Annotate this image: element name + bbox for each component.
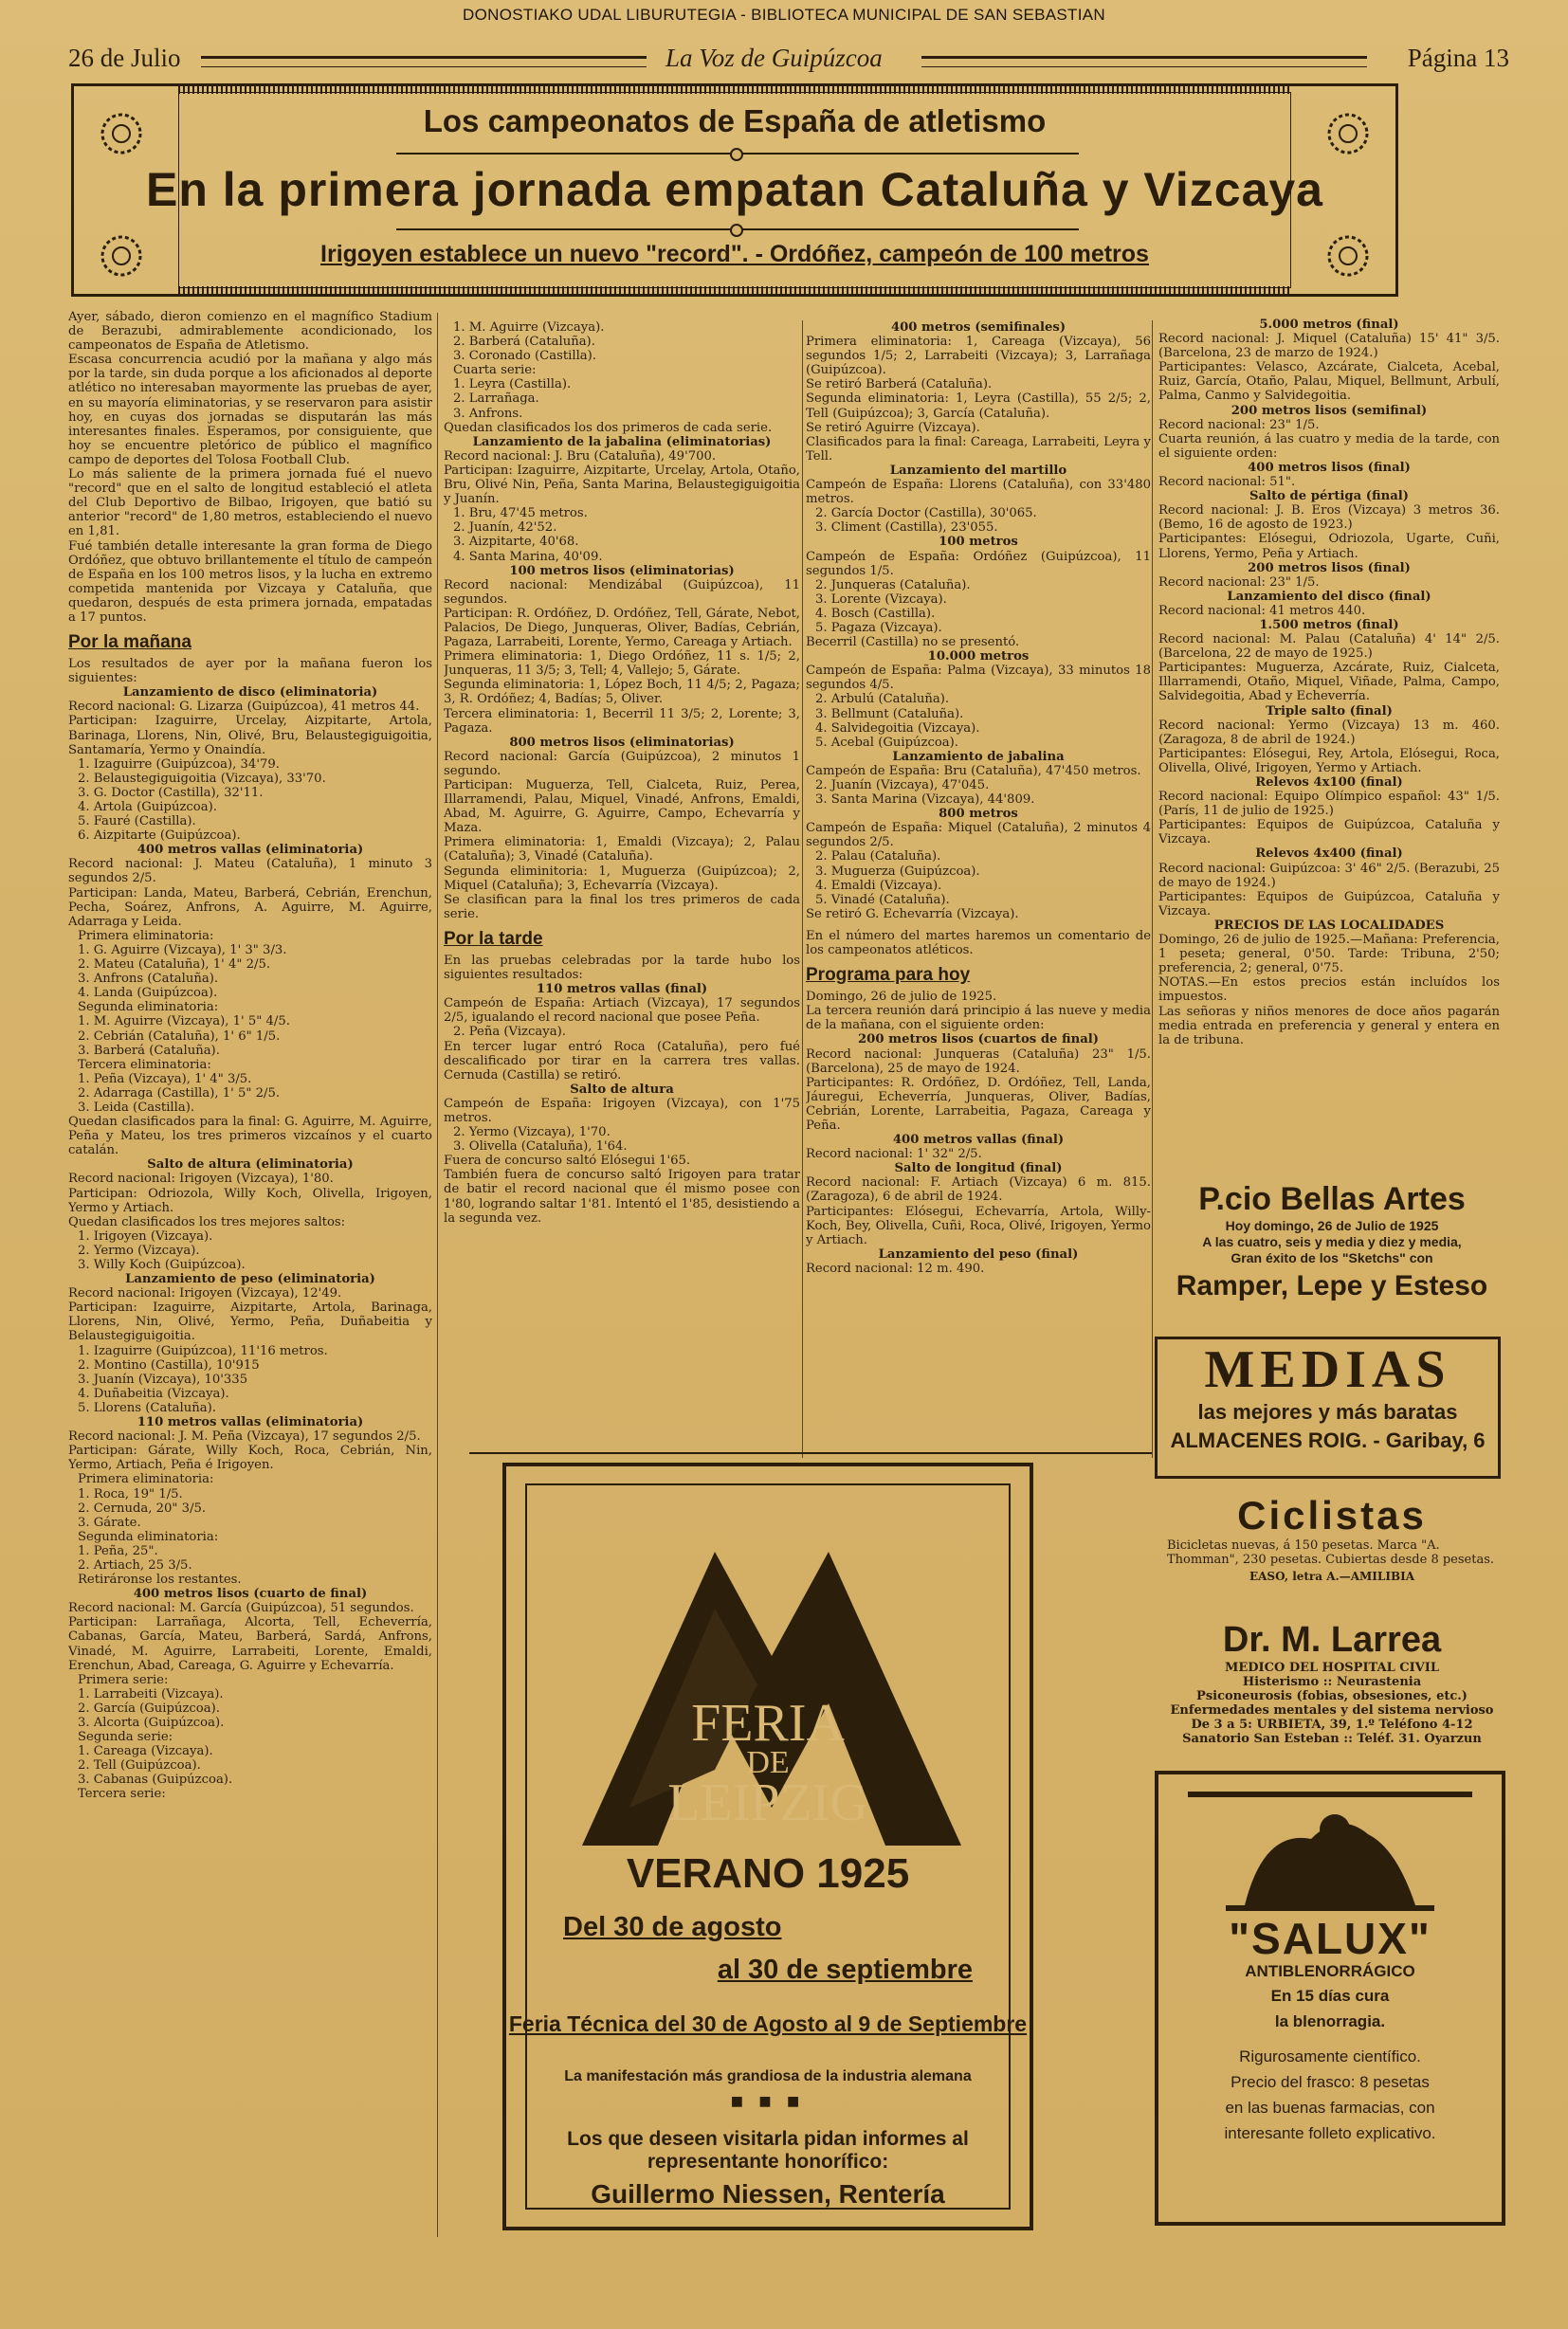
ad-bellas-line: A las cuatro, seis y media y diez y media, (1202, 1234, 1462, 1249)
result-line: 3. Anfrons (Cataluña). (78, 972, 219, 987)
running-head-page: Página 13 (1407, 44, 1509, 72)
ad-larrea-line: Sanatorio San Esteban :: Teléf. 31. Oyarzun (1182, 1732, 1482, 1746)
ad-salux (1155, 1771, 1505, 2226)
paragraph: Record nacional: Yermo (Vizcaya) 13 m. 460. (Zaragoza, 8 de abril de 1924.) (1158, 718, 1500, 747)
paragraph: Record nacional: García (Guipúzcoa), 2 minutos 1 segundo. (444, 749, 800, 778)
event-heading: 200 metros lisos (final) (1248, 560, 1411, 575)
spacer (806, 921, 1151, 929)
paragraph: Participan: Gárate, Willy Koch, Roca, Cebrián, Nin, Yermo, Artiach, Peña é Irigoyen. (68, 1444, 432, 1473)
ad-salux-line: interesante folleto explicativo. (1224, 2124, 1436, 2142)
result-line: 2. Juanín, 42'52. (453, 520, 557, 536)
paragraph: Record nacional: J. Mateu (Cataluña), 1 minuto 3 segundos 2/5. (68, 857, 432, 886)
result-line: 1. Izaguirre (Guipúzcoa), 34'79. (78, 756, 280, 772)
ad-feria-date-end: al 30 de septiembre (717, 1955, 973, 1985)
paragraph: Record nacional: F. Artiach (Vizcaya) 6 m. 815. (Zaragoza), 6 de abril de 1924. (806, 1175, 1151, 1205)
result-line: 5. Llorens (Cataluña). (78, 1400, 216, 1415)
paragraph: En tercer lugar entró Roca (Cataluña), pero fué descalificado por tirar en la carrera tres vallas. Cernuda (Castilla) se retiró. (444, 1039, 800, 1083)
headline-banner (71, 83, 1398, 297)
event-heading: Triple salto (final) (1266, 703, 1393, 719)
paragraph: Se retiró Aguirre (Vizcaya). (806, 420, 980, 435)
banner-kicker: Los campeonatos de España de atletismo (423, 103, 1047, 138)
result-line: 4. Duñabeitia (Vizcaya). (78, 1386, 229, 1401)
ad-bellas-artes (1152, 1180, 1512, 1332)
ad-bellas-line: Gran éxito de los "Sketchs" con (1231, 1250, 1433, 1265)
result-line: 5. Acebal (Guipúzcoa). (815, 735, 958, 750)
paragraph: Record nacional: 1' 32" 2/5. (806, 1147, 982, 1162)
running-head-paper: La Voz de Guipúzcoa (665, 44, 883, 72)
paragraph: Participan: Odriozola, Willy Koch, Olivella, Irigoyen, Yermo y Artiach. (68, 1186, 432, 1215)
banner-hatch-top (178, 85, 1291, 94)
article-column-4 (1158, 318, 1500, 1047)
result-line: 2. Larrañaga. (453, 391, 539, 407)
paragraph: Record nacional: M. García (Guipúzcoa), 51 segundos. (68, 1601, 414, 1616)
paragraph: Becerril (Castilla) no se presentó. (806, 635, 1020, 650)
ad-feria-date-start: Del 30 de agosto (563, 1912, 782, 1942)
result-line: 1. Roca, 19" 1/5. (78, 1486, 183, 1501)
event-heading: 100 metros (939, 535, 1018, 550)
ad-feria-representante: Guillermo Niessen, Rentería (591, 2179, 945, 2209)
result-line: 3. Barberá (Cataluña). (78, 1043, 220, 1058)
result-line: Cuarta serie: (453, 363, 537, 378)
event-heading: Lanzamiento del martillo (889, 463, 1067, 478)
result-line: 3. Olivella (Cataluña), 1'64. (453, 1139, 628, 1155)
paragraph: Record nacional: J. Bru (Cataluña), 49'700. (444, 448, 717, 464)
paragraph: Participan: Muguerza, Tell, Cialceta, Ruiz, Perea, Illarramendi, Palau, Miquel, Vinadé, Anfrons, Emaldi, Abad, M. Aguirre, G. Aguirre, Campo, Echevarría y Maza. (444, 778, 800, 836)
result-line: Primera serie: (78, 1672, 169, 1687)
event-heading: Salto de pértiga (final) (1249, 489, 1409, 504)
result-line: 4. Artola (Guipúzcoa). (78, 800, 217, 814)
paragraph: Participan: Larrañaga, Alcorta, Tell, Echeverría, Cabanas, García, Mateu, Barberá, Sardá, Anfrons, Vinadé, M. Aguirre, Larrabeiti, Lorente, Emaldi, Erenchun, Abad, Careaga, G. Aguirre y Echevarría. (68, 1615, 432, 1673)
ad-medias-store: ALMACENES ROIG. - Garibay, 6 (1170, 1428, 1486, 1452)
ad-ciclistas-text: Bicicletas nuevas, á 150 pesetas. Marca "A. Thomman", 230 pesetas. Cubiertas desde 8 pesetas. (1167, 1538, 1495, 1567)
paragraph: Segunda eliminatoria: 1, Leyra (Castilla), 55 2/5; 2, Tell (Guipúzcoa); 3, García (Cataluña). (806, 391, 1151, 421)
paragraph: Participan: Izaguirre, Aizpitarte, Urcelay, Artola, Otaño, Bru, Olivé Nin, Peña, Santa Marina, Belaustegiguigoitia y Juanín. (444, 463, 800, 507)
result-line: 2. Barberá (Cataluña). (453, 335, 595, 350)
result-line: 2. Peña (Vizcaya). (453, 1025, 566, 1040)
result-line: 1. Careaga (Vizcaya). (78, 1744, 213, 1759)
paragraph: Campeón de España: Miquel (Cataluña), 2 minutos 4 segundos 2/5. (806, 821, 1151, 850)
ad-salux-brand: "SALUX" (1229, 1914, 1431, 1963)
event-heading: Lanzamiento de peso (eliminatoria) (125, 1272, 375, 1287)
paragraph: Participantes: Elósegui, Rey, Artola, Elósegui, Roca, Olivella, Olivé, Irigoyen, Yermo y Artiach. (1158, 746, 1500, 775)
result-line: 3. Coronado (Castilla). (453, 349, 596, 364)
result-line: 2. Yermo (Vizcaya). (78, 1243, 200, 1258)
paragraph: Record nacional: M. Palau (Cataluña) 4' 14" 2/5. (Barcelona, 22 de mayo de 1925.) (1158, 632, 1500, 662)
result-line: 3. Willy Koch (Guipúzcoa). (78, 1258, 246, 1272)
paragraph: Participantes: Muguerza, Azcárate, Ruiz, Cialceta, Illarramendi, Otaño, Miquel, Viñade, Palma, Campo, Salvidegoitia, Abad y Echeverría. (1158, 661, 1500, 704)
result-line: 3. Cabanas (Guipúzcoa). (78, 1773, 233, 1788)
event-heading: Relevos 4x100 (final) (1255, 775, 1403, 790)
paragraph: Participantes: Elósegui, Odriozola, Ugarte, Cuñi, Llorens, Yermo, Peña y Artiach. (1158, 532, 1500, 561)
paragraph: Participantes: Equipos de Guipúzcoa, Cataluña y Vizcaya. (1158, 889, 1500, 919)
paragraph: Record nacional: J. B. Eros (Vizcaya) 3 metros 36. (Bemo, 16 de agosto de 1923.) (1158, 503, 1500, 533)
paragraph: Participan: R. Ordóñez, D. Ordóñez, Tell, Gárate, Nebot, Palacios, De Diego, Junqueras, Oliver, Badías, Cebrián, Pagaza, Larrabeiti, Lorente, Yermo, Careaga y Artiach. (444, 606, 800, 650)
event-heading: 110 metros vallas (final) (536, 982, 708, 997)
ad-medias-title: MEDIAS (1204, 1340, 1451, 1399)
result-line: 3. Bellmunt (Cataluña). (815, 706, 964, 721)
result-line: Primera eliminatoria: (78, 928, 214, 943)
event-heading: 400 metros lisos (cuarto de final) (133, 1587, 368, 1602)
paragraph: Participan: Izaguirre, Urcelay, Aizpitarte, Artola, Barinaga, Llorens, Nin, Olivé, Bru, Belaustegiguigoitia, Santamaría, Yermo y Onaindía. (68, 714, 432, 757)
result-line: Segunda serie: (78, 1730, 173, 1745)
result-line: 3. Lorente (Vizcaya). (815, 591, 947, 607)
column-rule (802, 320, 803, 1458)
result-line: Primera eliminatoria: (78, 1472, 214, 1487)
ad-ciclistas-address: EASO, letra A.—AMILIBIA (1249, 1570, 1415, 1583)
event-heading: Salto de altura (570, 1082, 674, 1097)
ad-feria-marks: ■ ■ ■ (730, 2094, 806, 2109)
result-line: 3. Aizpitarte, 40'68. (453, 535, 579, 550)
archive-header: DONOSTIAKO UDAL LIBURUTEGIA - BIBLIOTECA MUNICIPAL DE SAN SEBASTIAN (463, 6, 1105, 24)
paragraph: Primera eliminatoria: 1, Diego Ordóñez, 11 s. 1/5; 2, Junqueras, 11 3/5; 3, Tell; 4, Vallejo; 5, Gárate. (444, 649, 800, 679)
ad-bellas-line: Hoy domingo, 26 de Julio de 1925 (1225, 1218, 1439, 1233)
event-heading: PRECIOS DE LAS LOCALIDADES (1213, 918, 1445, 933)
result-line: 1. Bru, 47'45 metros. (453, 506, 588, 521)
result-line: Retiráronse los restantes. (78, 1573, 242, 1588)
ad-bellas-title: P.cio Bellas Artes (1198, 1181, 1466, 1217)
paragraph: Participantes: Elósegui, Echevarría, Artola, Willy-Koch, Bey, Olivella, Cuñi, Roca, Olivé, Irigoyen, Yermo y Artiach. (806, 1204, 1151, 1247)
event-heading: Lanzamiento del disco (final) (1227, 589, 1431, 604)
result-line: 2. Juanín (Vizcaya), 47'045. (815, 778, 990, 792)
paragraph: Record nacional: Guipúzcoa: 3' 46" 2/5. (Berazubi, 25 de mayo de 1924.) (1158, 861, 1500, 890)
paragraph: Fuera de concurso saltó Elósegui 1'65. (444, 1154, 691, 1169)
result-line: 4. Santa Marina, 40'09. (453, 549, 603, 564)
result-line: 1. Peña (Vizcaya), 1' 4" 3/5. (78, 1071, 252, 1086)
result-line: 1. Peña, 25". (78, 1543, 158, 1558)
ad-feria-manifestacion: La manifestación más grandiosa de la industria alemana (564, 2068, 972, 2084)
paragraph: Record nacional: 51". (1158, 475, 1296, 490)
paragraph: Ayer, sábado, dieron comienzo en el magnífico Stadium de Berazubi, admirablemente acondicionado, los campeonatos de España de Atletismo. (68, 310, 432, 354)
paragraph: Fué también detalle interesante la gran forma de Diego Ordóñez, que obtuvo brillantemente el título de campeón de España en los 100 metros lisos, y la lucha en extremo competida mantenida por Vizcaya y Cataluña, que quedaron, después de esta primera jornada, empatadas a 17 puntos. (68, 538, 432, 625)
paragraph: Record nacional: J. Miquel (Cataluña) 15' 41" 3/5. (Barcelona, 23 de marzo de 1924.) (1158, 332, 1500, 361)
event-heading: 800 metros lisos (eliminatorias) (509, 735, 735, 750)
paragraph: Record nacional: Junqueras (Cataluña) 23" 1/5. (Barcelona), 25 de mayo de 1924. (806, 1046, 1151, 1076)
result-line: Segunda eliminatoria: (78, 1529, 219, 1544)
ad-feria-tecnica: Feria Técnica del 30 de Agosto al 9 de Septiembre (508, 2011, 1028, 2036)
result-line: 2. Belaustegiguigoitia (Vizcaya), 33'70. (78, 771, 326, 786)
result-line: 2. Adarraga (Castilla), 1' 5" 2/5. (78, 1085, 281, 1101)
ad-feria-de: DE (746, 1745, 790, 1780)
paragraph: En las pruebas celebradas por la tarde hubo los siguientes resultados: (444, 953, 800, 983)
paragraph: Quedan clasificados para la final: G. Aguirre, M. Aguirre, Peña y Mateu, los tres primeros vizcaínos y el cuarto catalán. (68, 1115, 432, 1158)
paragraph: Participantes: R. Ordóñez, D. Ordóñez, Tell, Landa, Jáuregui, Echeverría, Junqueras, Oliver, Badías, Cebrián, Lorente, Larrabeitia, Pagaza, Careaga y Peña. (806, 1075, 1151, 1133)
event-heading: Lanzamiento de la jabalina (eliminatorias) (472, 434, 772, 449)
result-line: 2. Yermo (Vizcaya), 1'70. (453, 1125, 611, 1140)
ad-medias-sub: las mejores y más baratas (1197, 1400, 1458, 1424)
result-line: 4. Bosch (Castilla). (815, 606, 936, 621)
paragraph: Segunda eliminatoria: 1, López Boch, 11 4/5; 2, Pagaza; 3, R. Ordóñez; 4, Badías; 5, Oliver. (444, 678, 800, 707)
ad-larrea-line: Psiconeurosis (fobias, obsesiones, etc.) Enfermedades mentales y del sistema nervioso (1170, 1689, 1494, 1718)
section-heading: Por la mañana (68, 632, 191, 653)
paragraph: Record nacional: Irigoyen (Vizcaya), 12'49. (68, 1286, 342, 1301)
result-line: Tercera eliminatoria: (78, 1057, 211, 1072)
result-line: 3. G. Doctor (Castilla), 32'11. (78, 785, 264, 800)
result-line: 1. G. Aguirre (Vizcaya), 1' 3" 3/3. (78, 942, 287, 957)
banner-headline: En la primera jornada empatan Cataluña y Vizcaya (146, 163, 1323, 216)
result-line: 1. Larrabeiti (Vizcaya). (78, 1686, 224, 1701)
ad-salux-line: En 15 días cura (1270, 1987, 1390, 2005)
ad-salux-line: en las buenas farmacias, con (1225, 2099, 1435, 2117)
paragraph: En el número del martes haremos un comentario de los campeonatos atléticos. (806, 928, 1151, 958)
result-line: 3. Gárate. (78, 1515, 141, 1530)
result-line: 2. Mateu (Cataluña), 1' 4" 2/5. (78, 957, 271, 973)
paragraph: Campeón de España: Bru (Cataluña), 47'450 metros. (806, 763, 1141, 778)
paragraph: Tercera eliminatoria: 1, Becerril 11 3/5; 2, Lorente; 3, Pagaza. (444, 706, 800, 736)
paragraph: La tercera reunión dará principio á las nueve y media de la mañana, con el siguiente orden: (806, 1004, 1151, 1033)
result-line: 2. Palau (Cataluña). (815, 849, 941, 864)
result-line: 2. Montino (Castilla), 10'915 (78, 1357, 260, 1373)
result-line: 2. Tell (Guipúzcoa). (78, 1758, 201, 1774)
result-line: 3. Anfrons. (453, 406, 523, 421)
event-heading: 5.000 metros (final) (1259, 318, 1399, 332)
event-heading: 100 metros lisos (eliminatorias) (509, 563, 735, 578)
running-head-rule-left (201, 56, 647, 67)
paragraph: Record nacional: 12 m. 490. (806, 1261, 985, 1276)
kneeling-figure-icon (1188, 1792, 1472, 1915)
paragraph: Primera eliminatoria: 1, Careaga (Vizcaya), 56 segundos 1/5; 2, Larrabeiti (Vizcaya); 3, Larrañaga (Guipúzcoa). (806, 335, 1151, 378)
paragraph: Clasificados para la final: Careaga, Larrabeiti, Leyra y Tell. (806, 434, 1151, 464)
ad-feria-verano: VERANO 1925 (626, 1850, 910, 1897)
ad-medias (1155, 1337, 1501, 1479)
paragraph: Se retiró G. Echevarría (Vizcaya). (806, 906, 1019, 921)
article-column-1 (68, 310, 432, 1802)
ad-feria-leipzig (502, 1463, 1033, 2230)
result-line: 4. Emaldi (Vizcaya). (815, 878, 942, 893)
paragraph: Se retiró Barberá (Cataluña). (806, 377, 993, 392)
paragraph: Se clasifican para la final los tres primeros de cada serie. (444, 892, 800, 921)
ad-larrea-title: Dr. M. Larrea (1222, 1620, 1442, 1660)
result-line: Segunda eliminatoria: (78, 1000, 219, 1015)
event-heading: 800 metros (939, 807, 1018, 822)
event-heading: Lanzamiento de jabalina (892, 749, 1065, 764)
ad-salux-type: ANTIBLENORRÁGICO (1245, 1962, 1415, 1980)
result-line: 3. Juanín (Vizcaya), 10'335 (78, 1372, 248, 1387)
result-line: 4. Salvidegoitia (Vizcaya). (815, 720, 980, 736)
paragraph: Record nacional: Mendizábal (Guipúzcoa), 11 segundos. (444, 577, 800, 607)
paragraph: Participantes: Equipos de Guipúzcoa, Cataluña y Vizcaya. (1158, 818, 1500, 847)
ad-feria-feria: FERIA (691, 1694, 845, 1753)
result-line: 2. Cernuda, 20" 3/5. (78, 1501, 207, 1516)
section-rule (469, 1452, 1152, 1454)
result-line: 1. Izaguirre (Guipúzcoa), 11'16 metros. (78, 1343, 328, 1358)
event-heading: 400 metros vallas (final) (892, 1133, 1065, 1148)
event-heading: 400 metros lisos (final) (1248, 460, 1411, 475)
result-line: 5. Vinadé (Cataluña). (815, 892, 950, 907)
result-line: 3. Muguerza (Guipúzcoa). (815, 864, 980, 879)
event-heading: Lanzamiento del peso (final) (878, 1246, 1079, 1262)
result-line: 4. Landa (Guipúzcoa). (78, 986, 218, 1001)
event-heading: 1.500 metros (final) (1259, 617, 1399, 632)
paragraph: Campeón de España: Irigoyen (Vizcaya), con 1'75 metros. (444, 1096, 800, 1125)
result-line: 5. Pagaza (Vizcaya). (815, 620, 942, 635)
event-heading: Lanzamiento de disco (eliminatoria) (122, 685, 378, 701)
paragraph: Las señoras y niños menores de doce años pagarán media entrada en preferencia y general y entera en la de tribuna. (1158, 1004, 1500, 1047)
result-line: 2. Arbulú (Cataluña). (815, 692, 950, 707)
paragraph: Los resultados de ayer por la mañana fueron los siguientes: (68, 657, 432, 686)
paragraph: Record nacional: 23" 1/5. (1158, 417, 1320, 432)
paragraph: Cuarta reunión, á las cuatro y media de la tarde, con el siguiente orden: (1158, 431, 1500, 461)
result-line: 1. M. Aguirre (Vizcaya), 1' 5" 4/5. (78, 1014, 290, 1029)
article-column-3 (806, 320, 1151, 1276)
ad-bellas-names: Ramper, Lepe y Esteso (1176, 1270, 1488, 1301)
paragraph: Record nacional: 23" 1/5. (1158, 574, 1320, 590)
event-heading: 200 metros lisos (semifinal) (1231, 403, 1428, 418)
ad-ciclistas (1152, 1493, 1512, 1607)
section-heading: Por la tarde (444, 928, 543, 949)
event-heading: Relevos 4x400 (final) (1255, 846, 1403, 862)
event-heading: Salto de altura (eliminatoria) (147, 1157, 354, 1173)
ad-dr-larrea (1152, 1619, 1512, 1761)
ad-ciclistas-title: Ciclistas (1237, 1493, 1427, 1538)
ad-salux-line: la blenorragia. (1274, 2012, 1386, 2030)
event-heading: 10.000 metros (927, 649, 1030, 664)
paragraph: Record nacional: G. Lizarza (Guipúzcoa), 41 metros 44. (68, 700, 420, 715)
paragraph: Primera eliminatoria: 1, Emaldi (Vizcaya); 2, Palau (Cataluña); 3, Vinadé (Cataluña). (444, 835, 800, 864)
banner-divider (396, 228, 1079, 230)
event-heading: Salto de longitud (final) (894, 1161, 1063, 1176)
paragraph: Record nacional: 41 metros 440. (1158, 603, 1366, 618)
result-line: 1. Leyra (Castilla). (453, 377, 572, 392)
section-heading: Programa para hoy (806, 965, 971, 986)
paragraph: Lo más saliente de la primera jornada fué el nuevo "record" que en el salto de longitud estableció el atleta del Club Deportivo de Bilbao, Irigoyen, que batió su anterior "record" de 1,80 metros, estableciendo el nuevo en 1,81. (68, 467, 432, 539)
paragraph: Participantes: Velasco, Azcárate, Cialceta, Acebal, Ruiz, García, Otaño, Palau, Miquel, Bellmunt, Arbulí, Palma, Canmo y Salvidegoitia. (1158, 360, 1500, 404)
column-rule (437, 313, 438, 2237)
paragraph: NOTAS.—En estos precios están incluídos los impuestos. (1158, 975, 1500, 1005)
result-line: 2. García Doctor (Castilla), 30'065. (815, 506, 1037, 521)
paragraph: Quedan clasificados los tres mejores saltos: (68, 1214, 346, 1229)
paragraph: Campeón de España: Artiach (Vizcaya), 17 segundos 2/5, igualando el record nacional que posee Peña. (444, 996, 800, 1026)
result-line: 5. Fauré (Castilla). (78, 814, 196, 829)
event-heading: 200 metros lisos (cuartos de final) (858, 1032, 1099, 1047)
result-line: 6. Aizpitarte (Guipúzcoa). (78, 828, 241, 844)
ad-larrea-line: MEDICO DEL HOSPITAL CIVIL (1224, 1661, 1439, 1675)
result-line: 3. Leida (Castilla). (78, 1100, 195, 1115)
paragraph: Record nacional: Irigoyen (Vizcaya), 1'80. (68, 1172, 334, 1187)
result-line: 2. Artiach, 25 3/5. (78, 1557, 192, 1573)
paragraph: Campeón de España: Ordóñez (Guipúzcoa), 11 segundos 1/5. (806, 549, 1151, 578)
result-line: 2. Junqueras (Cataluña). (815, 577, 971, 592)
ad-salux-line: Rigurosamente científico. (1239, 2047, 1421, 2065)
event-heading: 110 metros vallas (eliminatoria) (137, 1415, 364, 1430)
result-line: 3. Santa Marina (Vizcaya), 44'809. (815, 792, 1035, 808)
banner-divider (396, 153, 1079, 155)
ad-feria-leipzig-name: LEIPZIG (667, 1774, 868, 1832)
paragraph: Campeón de España: Palma (Vizcaya), 33 minutos 18 segundos 4/5. (806, 664, 1151, 693)
paragraph: Record nacional: J. M. Peña (Vizcaya), 17 segundos 2/5. (68, 1429, 421, 1445)
event-heading: 400 metros (semifinales) (890, 320, 1067, 335)
paragraph: Participan: Izaguirre, Aizpitarte, Artola, Barinaga, Llorens, Nin, Olivé, Yermo, Peña, Duñabeitia y Belaustegiguigoitia. (68, 1301, 432, 1344)
paragraph: Quedan clasificados los dos primeros de cada serie. (444, 420, 773, 435)
result-line: 1. M. Aguirre (Vizcaya). (453, 320, 605, 335)
running-head (68, 44, 1509, 76)
paragraph: También fuera de concurso saltó Irigoyen para tratar de batir el record nacional que él mismo posee con 1'80, logrando saltar 1'81. Intentó el 1'85, desistiendo a la segunda vez. (444, 1168, 800, 1226)
banner-hatch-bottom (178, 286, 1291, 295)
ad-larrea-line: De 3 a 5: URBIETA, 39, 1.º Teléfono 4-12 (1191, 1718, 1473, 1732)
ad-larrea-line: Histerismo :: Neurastenia (1242, 1675, 1422, 1689)
result-line: 2. García (Guipúzcoa). (78, 1701, 220, 1716)
paragraph: Domingo, 26 de julio de 1925. (806, 990, 997, 1005)
paragraph: Campeón de España: Llorens (Cataluña), con 33'480 metros. (806, 478, 1151, 507)
paragraph: Record nacional: Equipo Olímpico español: 43" 1/5. (París, 11 de julio de 1925.) (1158, 790, 1500, 819)
paragraph: Segunda eliminitoria: 1, Muguerza (Guipúzcoa); 2, Miquel (Cataluña); 3, Echevarría (Vizcaya). (444, 864, 800, 893)
paragraph: Participan: Landa, Mateu, Barberá, Cebrián, Erenchun, Pecha, Soárez, Anfrons, A. Aguirre, M. Aguirre, Adarraga y Leida. (68, 885, 432, 929)
ad-feria-informes: Los que deseen visitarla pidan informes al representante honorífico: (567, 2128, 969, 2173)
paragraph: Domingo, 26 de julio de 1925.—Mañana: Preferencia, 1 peseta; general, 0'50. Tarde: Tribuna, 2'50; preferencia, 2; general, 0'75. (1158, 933, 1500, 976)
result-line: 2. Cebrián (Cataluña), 1' 6" 1/5. (78, 1028, 281, 1044)
event-heading: 400 metros vallas (eliminatoria) (137, 843, 364, 858)
result-line: 3. Alcorta (Guipúzcoa). (78, 1716, 225, 1730)
banner-subhead: Irigoyen establece un nuevo "record". - Ordóñez, campeón de 100 metros (320, 241, 1149, 267)
article-column-2 (444, 320, 800, 1226)
running-head-rule-right (921, 56, 1367, 67)
running-head-date: 26 de Julio (68, 44, 181, 72)
result-line: Tercera serie: (78, 1787, 166, 1802)
ad-salux-line: Precio del frasco: 8 pesetas (1231, 2073, 1430, 2091)
result-line: 1. Irigoyen (Vizcaya). (78, 1228, 213, 1244)
result-line: 3. Climent (Castilla), 23'055. (815, 520, 998, 536)
ad-feria-wordmark (506, 1694, 1030, 1832)
paragraph: Escasa concurrencia acudió por la mañana y algo más por la tarde, sin duda porque a los aficionados al deporte atlético no interesaban mayormente las pruebas de ayer, en su mayoría eliminatorias, y se reservaron para asistir hoy, en cuyas dos jornadas se disputarán las más interesantes finales. Esperamos, por consiguiente, que hoy se encuentre pletórico de público el magnífico campo de deportes del Tolosa Football Club. (68, 353, 432, 467)
